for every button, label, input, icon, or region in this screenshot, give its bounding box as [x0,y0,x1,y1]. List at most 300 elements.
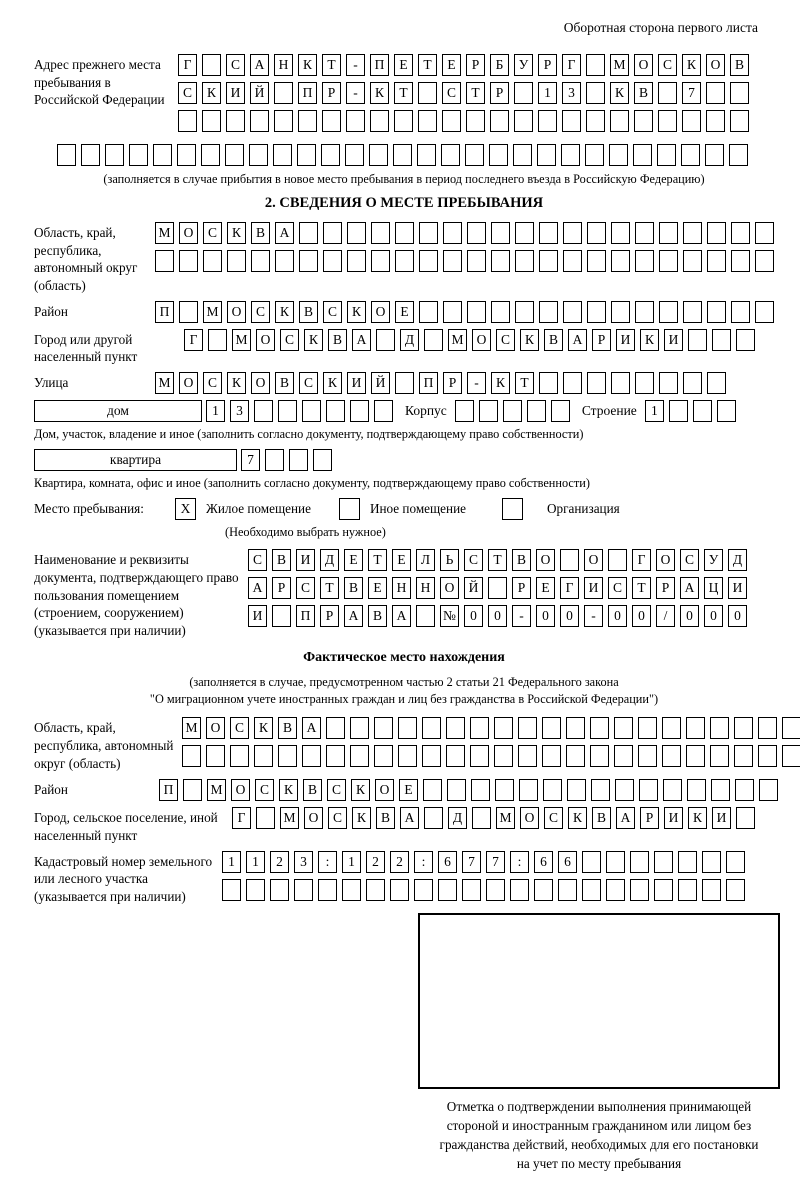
stamp-box [418,913,780,1089]
char-box: 0 [488,605,507,627]
char-box [734,745,753,767]
char-box-row [159,779,778,801]
char-box [465,144,484,166]
char-box: П [370,54,389,76]
kadastr-label: Кадастровый номер земельного или лесного участка (указывается при наличии) [34,853,213,904]
char-box: Д [728,549,747,571]
char-box: С [226,54,245,76]
char-box: О [634,54,653,76]
char-box [639,779,658,801]
mesto-row [34,498,774,520]
char-box [254,745,273,767]
char-box: 6 [534,851,553,873]
char-box: К [568,807,587,829]
char-box: М [203,301,222,323]
char-box [614,717,633,739]
char-box [491,222,510,244]
char-box: О [375,779,394,801]
char-box: П [296,605,315,627]
char-box-row [178,82,749,104]
char-box [350,745,369,767]
char-box [294,879,313,901]
char-box [418,82,437,104]
char-box [782,717,800,739]
char-box [438,879,457,901]
char-box [515,250,534,272]
char-box [543,779,562,801]
oblast-label: Область, край, республика, автономный округ (область) [34,225,138,294]
char-box [374,717,393,739]
char-box [272,605,291,627]
char-box [683,372,702,394]
char-box [230,745,249,767]
stamp-caption-line: гражданства действий, необходимых для его постановки [439,1136,759,1152]
char-box [712,329,731,351]
gorod-block [34,329,774,366]
char-box [686,745,705,767]
char-box: Ь [440,549,459,571]
char-box: К [202,82,221,104]
char-box [587,301,606,323]
char-box [302,745,321,767]
char-box: К [351,779,370,801]
char-box [590,717,609,739]
char-box [398,745,417,767]
char-box-row [248,605,747,627]
char-box: Р [320,605,339,627]
char-box: Р [640,807,659,829]
char-box: К [688,807,707,829]
char-box: Т [368,549,387,571]
char-box [726,879,745,901]
char-box [350,400,369,422]
char-box: 0 [632,605,651,627]
char-box: - [467,372,486,394]
char-box [491,301,510,323]
char-box: Т [466,82,485,104]
char-box: М [448,329,467,351]
char-box [446,745,465,767]
char-box: И [664,329,683,351]
char-box: Й [464,577,483,599]
option-label-inoe: Иное помещение [369,501,466,517]
char-box [350,717,369,739]
char-box [503,400,522,422]
char-box: Р [322,82,341,104]
char-box [443,301,462,323]
char-box: С [280,329,299,351]
char-box [489,144,508,166]
char-box [542,745,561,767]
char-box: 3 [562,82,581,104]
char-box [630,851,649,873]
char-box [582,851,601,873]
char-box [615,779,634,801]
char-box [318,879,337,901]
char-box: № [440,605,459,627]
char-box [688,329,707,351]
char-box [717,400,736,422]
char-box [658,110,677,132]
char-box: В [251,222,270,244]
char-box: А [400,807,419,829]
char-box [608,549,627,571]
char-box [611,250,630,272]
char-box: В [512,549,531,571]
char-box-row [184,329,755,351]
char-box-row [645,400,736,422]
char-box [758,717,777,739]
char-box: В [634,82,653,104]
char-box: О [440,577,459,599]
char-box [374,745,393,767]
char-box [669,400,688,422]
char-box: И [296,549,315,571]
char-box [755,301,774,323]
kvartira-row [34,449,774,471]
char-box: 0 [560,605,579,627]
char-box [538,110,557,132]
char-box: С [323,301,342,323]
char-box: П [159,779,178,801]
char-box [736,807,755,829]
option-label-organizatsiya: Организация [547,501,620,517]
char-box: В [272,549,291,571]
char-box [298,110,317,132]
char-box: М [182,717,201,739]
char-box [638,745,657,767]
dom-row [34,400,774,422]
char-box: А [392,605,411,627]
char-box [177,144,196,166]
char-box: 1 [645,400,664,422]
char-box [470,717,489,739]
char-box [707,222,726,244]
char-box [527,400,546,422]
char-box: М [496,807,515,829]
char-box [105,144,124,166]
char-box [278,400,297,422]
char-box: 2 [390,851,409,873]
char-box [376,329,395,351]
char-box: Т [394,82,413,104]
char-box: Г [632,549,651,571]
fact-raion-block [34,779,774,801]
char-box: О [179,372,198,394]
char-box [634,110,653,132]
char-box: Д [320,549,339,571]
char-box [782,745,800,767]
char-box [630,879,649,901]
ulitsa-block [34,372,774,394]
char-box [710,745,729,767]
char-box [278,745,297,767]
char-box: 2 [270,851,289,873]
gorod-label: Город или другой населенный пункт [34,331,138,365]
char-box [551,400,570,422]
char-box [81,144,100,166]
char-box [326,400,345,422]
char-box [662,717,681,739]
char-box: Н [416,577,435,599]
section2-title: 2. СВЕДЕНИЯ О МЕСТЕ ПРЕБЫВАНИЯ [264,195,544,211]
char-box: К [347,301,366,323]
char-box [395,222,414,244]
char-box-row [222,851,745,873]
char-box [707,250,726,272]
char-box [702,879,721,901]
char-box [202,110,221,132]
char-box [225,144,244,166]
char-box: К [640,329,659,351]
char-box [466,110,485,132]
char-box: К [304,329,323,351]
char-box [417,144,436,166]
char-box: С [248,549,267,571]
char-box [394,110,413,132]
char-box [730,82,749,104]
char-box [441,144,460,166]
char-box: В [376,807,395,829]
char-box: Н [274,54,293,76]
char-box: О [179,222,198,244]
char-box: О [584,549,603,571]
char-box [274,110,293,132]
char-box [683,250,702,272]
char-box [731,250,750,272]
char-box: Т [515,372,534,394]
char-box: В [730,54,749,76]
char-box [472,807,491,829]
char-box: С [255,779,274,801]
char-box: А [680,577,699,599]
char-box [635,301,654,323]
fact-caption-line1: (заполняется в случае, предусмотренном частью 2 статьи 21 Федерального закона [189,674,619,689]
char-box: Г [560,577,579,599]
char-box [313,449,332,471]
char-box: : [414,851,433,873]
char-box: М [207,779,226,801]
char-box [467,301,486,323]
char-box: А [344,605,363,627]
char-box-row [182,745,800,767]
char-box: М [232,329,251,351]
char-box: Й [371,372,390,394]
char-box [611,301,630,323]
kvartira-caption: Квартира, комната, офис и иное (заполнить согласно документу, подтверждающему право собственности) [34,476,590,491]
char-box [518,745,537,767]
doc-block [34,549,774,639]
char-box: - [584,605,603,627]
char-box [346,110,365,132]
prev-address-caption: (заполняется в случае прибытия в новое место пребывания в период последнего въезда в Российскую Федерацию) [103,172,705,186]
char-box: Е [442,54,461,76]
char-box [488,577,507,599]
char-box [302,400,321,422]
char-box: У [704,549,723,571]
char-box [494,717,513,739]
char-box: Е [368,577,387,599]
char-box [395,372,414,394]
char-box [422,717,441,739]
char-box: С [299,372,318,394]
char-box: И [712,807,731,829]
char-box-row [178,54,749,76]
char-box: М [155,222,174,244]
char-box: 6 [558,851,577,873]
char-box [299,222,318,244]
char-box: И [347,372,366,394]
char-box: 6 [438,851,457,873]
char-box [424,329,443,351]
char-box [654,879,673,901]
char-box [686,717,705,739]
char-box: Р [592,329,611,351]
char-box [371,250,390,272]
char-box: Н [392,577,411,599]
char-box [681,144,700,166]
char-box [446,717,465,739]
char-box: 0 [536,605,555,627]
char-box: К [279,779,298,801]
char-box: О [656,549,675,571]
char-box: В [299,301,318,323]
char-box [731,222,750,244]
char-box [510,879,529,901]
char-box-row [248,577,747,599]
kadastr-rows [222,851,745,907]
mesto-label: Место пребывания: [34,501,144,517]
char-box [455,400,474,422]
dom-box-label: дом [34,400,202,422]
char-box: К [254,717,273,739]
oblast-rows [155,222,774,278]
char-box [758,745,777,767]
char-box [563,301,582,323]
dom-caption: Дом, участок, владение и иное (заполнить согласно документу, подтверждающему право собственности) [34,427,584,442]
char-box: 0 [608,605,627,627]
char-box [423,779,442,801]
char-box [462,879,481,901]
char-box [345,144,364,166]
char-box: К [370,82,389,104]
char-box [299,250,318,272]
char-box: О [472,329,491,351]
char-box [227,250,246,272]
char-box: Е [344,549,363,571]
char-box [422,745,441,767]
char-box [755,222,774,244]
char-box-row [182,717,800,739]
char-box [369,144,388,166]
char-box [567,779,586,801]
char-box [730,110,749,132]
char-box [395,250,414,272]
char-box [443,222,462,244]
char-box: К [520,329,539,351]
char-box [393,144,412,166]
char-box [370,110,389,132]
char-box [560,549,579,571]
mesto-caption: (Необходимо выбрать нужное) [225,525,386,540]
char-box [326,717,345,739]
char-box: С [203,372,222,394]
char-box [534,879,553,901]
char-box-row [241,449,332,471]
char-box [587,222,606,244]
stamp-caption-line: Отметка о подтверждении выполнения принимающей [446,1098,752,1114]
char-box [683,301,702,323]
char-box [491,250,510,272]
char-box [326,745,345,767]
char-box: Е [394,54,413,76]
char-box [693,400,712,422]
char-box [614,745,633,767]
checkbox-organizatsiya [502,498,523,520]
raion-label: Район [34,303,68,319]
char-box-row [248,549,747,571]
char-box: Л [416,549,435,571]
char-box [539,250,558,272]
char-box [265,449,284,471]
char-box: К [275,301,294,323]
char-box: И [616,329,635,351]
char-box: Р [490,82,509,104]
char-box: 1 [246,851,265,873]
prev-address-rows [178,54,749,138]
char-box [558,879,577,901]
char-box [587,250,606,272]
char-box [347,250,366,272]
char-box: : [318,851,337,873]
char-box: 0 [680,605,699,627]
char-box: К [323,372,342,394]
char-box [702,851,721,873]
char-box [297,144,316,166]
stamp-section [364,913,800,1174]
char-box [250,110,269,132]
char-box: О [256,329,275,351]
char-box: Т [632,577,651,599]
char-box: 0 [704,605,723,627]
char-box [226,110,245,132]
char-box: О [371,301,390,323]
char-box [662,745,681,767]
char-box [587,372,606,394]
char-box [635,372,654,394]
char-box [494,745,513,767]
char-box [471,779,490,801]
char-box: К [298,54,317,76]
char-box: Т [488,549,507,571]
char-box: А [616,807,635,829]
char-box: 7 [682,82,701,104]
char-box [563,250,582,272]
char-box [366,879,385,901]
char-box [419,250,438,272]
char-box: А [250,54,269,76]
char-box [321,144,340,166]
checkbox-inoe [339,498,360,520]
char-box [566,745,585,767]
char-box-row [206,400,393,422]
char-box-row [155,372,726,394]
char-box [563,222,582,244]
char-box [419,222,438,244]
char-box [710,717,729,739]
char-box [323,222,342,244]
char-box [486,879,505,901]
